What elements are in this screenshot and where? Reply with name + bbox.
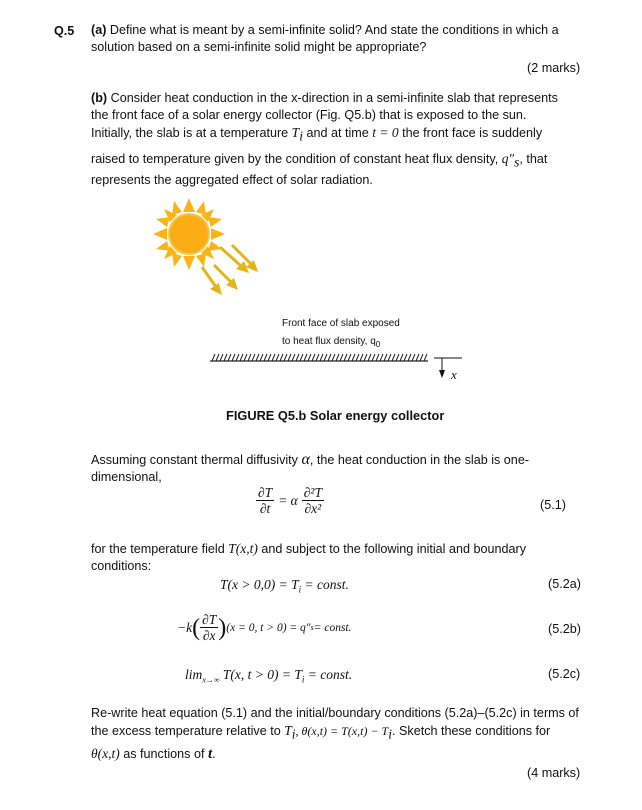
hatch-mark	[372, 354, 375, 361]
equation-5-2c-label: (5.2c)	[548, 667, 581, 681]
rewrite-line3	[91, 745, 616, 763]
eq51-rhs-den: ∂x²	[304, 501, 322, 516]
sun-icon	[153, 198, 225, 270]
hatch-mark	[256, 354, 259, 361]
hatch-mark	[296, 354, 299, 361]
equation-5-2a-label: (5.2a)	[548, 577, 581, 591]
part-b-line1: Consider heat conduction in the x-direction in a semi-infinite slab that represents	[110, 91, 558, 105]
hatch-mark	[312, 354, 315, 361]
eq52b-sub: s	[310, 623, 314, 632]
alpha-symbol: α	[301, 451, 310, 468]
hatch-mark	[308, 354, 311, 361]
part-b-line3-eq: t = 0	[372, 125, 399, 140]
part-a-line1: Define what is meant by a semi-infinite solid? And state the conditions in which a	[109, 23, 559, 37]
part-b-line4-a: raised to temperature given by the condition of constant heat flux density,	[91, 151, 499, 166]
hatch-mark	[404, 354, 407, 361]
hatch-mark	[348, 354, 351, 361]
eq52b-den: ∂x	[202, 628, 216, 643]
hatch-mark	[416, 354, 419, 361]
eq52c-text: T(x, t > 0) = T	[222, 667, 302, 682]
eq51-rhs-num: ∂²T	[303, 485, 322, 500]
eq51-mid: = α	[278, 492, 298, 508]
hatch-mark	[376, 354, 379, 361]
rewrite-line2-c: . Sketch these conditions for	[392, 724, 551, 738]
equation-5-2c	[185, 667, 352, 685]
figure-annotation-line1: Front face of slab exposed	[282, 318, 400, 329]
hatch-mark	[288, 354, 291, 361]
hatch-mark	[300, 354, 303, 361]
rewrite-line2-b: , θ(x,t) = T(x,t) − T	[295, 724, 389, 738]
hatch-mark	[316, 354, 319, 361]
assumption-text	[91, 451, 611, 486]
rewrite-line3-a: θ(x,t)	[91, 745, 120, 761]
equation-5-2a	[220, 577, 349, 595]
conditions-line1-b: and subject to the following initial and boundary	[261, 542, 526, 556]
hatch-mark	[304, 354, 307, 361]
part-a-text	[91, 22, 611, 56]
hatch-mark	[232, 354, 235, 361]
equation-5-1	[256, 485, 324, 516]
part-b-line4-b: , that	[519, 151, 548, 166]
assumption-line2: dimensional,	[91, 470, 162, 484]
hatch-mark	[248, 354, 251, 361]
eq52c-tail: = const.	[304, 667, 353, 682]
hatch-mark	[252, 354, 255, 361]
eq52c-lim-sub: x→∞	[202, 675, 220, 685]
rewrite-line2-a: the excess temperature relative to	[91, 724, 281, 738]
hatch-mark	[352, 354, 355, 361]
hatch-mark	[244, 354, 247, 361]
rewrite-line2-sub: i	[291, 726, 296, 742]
part-a-label: (a)	[91, 23, 107, 37]
hatch-mark	[324, 354, 327, 361]
hatch-mark	[360, 354, 363, 361]
hatch-mark	[276, 354, 279, 361]
temperature-field-var: T(x,t)	[228, 541, 258, 556]
conditions-intro	[91, 540, 611, 575]
hatch-mark	[240, 354, 243, 361]
eq52c-sub: i	[301, 674, 305, 685]
rewrite-line2-sub2: i	[388, 726, 392, 742]
hatch-mark	[356, 354, 359, 361]
hatch-mark	[328, 354, 331, 361]
eq52b-tail: = const.	[313, 621, 352, 634]
assumption-line1-a: Assuming constant thermal diffusivity	[91, 453, 298, 467]
question-number: Q.5	[54, 24, 75, 38]
hatch-mark	[236, 354, 239, 361]
rewrite-line3-var: t	[207, 745, 213, 762]
part-b-line3	[91, 124, 611, 145]
figure-caption: FIGURE Q5.b Solar energy collector	[226, 408, 445, 423]
rewrite-line2	[91, 722, 616, 743]
hatch-mark	[272, 354, 275, 361]
x-axis-label: x	[451, 367, 457, 382]
eq52b-arg: (x = 0, t > 0) = q″	[226, 621, 311, 634]
part-b-line4-sub: s	[514, 154, 520, 170]
eq52a-text: T(x > 0,0) = T	[220, 577, 299, 592]
equation-5-2b: −k ( $\frac{\partial T}{\partial x}$ ) (x = 0, t > 0) = q″ s = const.	[177, 612, 352, 643]
x-axis-arrow	[434, 358, 462, 378]
rewrite-line3-end: .	[212, 746, 216, 761]
hatch-mark	[220, 354, 223, 361]
hatch-mark	[212, 354, 215, 361]
eq51-lhs-num: ∂T	[258, 485, 273, 500]
hatch-mark	[224, 354, 227, 361]
hatch-mark	[260, 354, 263, 361]
part-b-line5: represents the aggregated effect of solar radiation.	[91, 173, 373, 188]
eq52c-lim: lim	[185, 667, 203, 682]
hatch-mark	[396, 354, 399, 361]
part-b-text	[91, 90, 611, 189]
assumption-line1-b: , the heat conduction in the slab is one-	[309, 453, 530, 467]
rewrite-line1: Re-write heat equation (5.1) and the initial/boundary conditions (5.2a)–(5.2c) in terms of	[91, 706, 579, 720]
hatch-mark	[408, 354, 411, 361]
part-b-line4	[91, 150, 611, 171]
part-b-line3-sub: i	[299, 128, 303, 144]
hatch-mark	[384, 354, 387, 361]
equation-5-2b-label: (5.2b)	[548, 622, 581, 636]
hatch-mark	[344, 354, 347, 361]
equation-5-1-label: (5.1)	[540, 498, 566, 512]
hatch-mark	[392, 354, 395, 361]
eq52a-sub: i	[298, 584, 302, 595]
conditions-line2: conditions:	[91, 559, 152, 573]
part-b-line3-b: and at time	[306, 126, 369, 140]
part-b-line3-var: T	[291, 125, 300, 140]
hatch-mark	[280, 354, 283, 361]
part-b-line3-c: the front face is suddenly	[402, 126, 543, 140]
hatch-mark	[332, 354, 335, 361]
hatch-mark	[424, 354, 427, 361]
hatch-mark	[340, 354, 343, 361]
hatch-mark	[292, 354, 295, 361]
hatch-mark	[380, 354, 383, 361]
hatch-mark	[336, 354, 339, 361]
eq52a-tail: = const.	[301, 577, 349, 592]
eq51-lhs-den: ∂t	[259, 501, 271, 516]
hatch-mark	[264, 354, 267, 361]
hatch-mark	[400, 354, 403, 361]
hatch-mark	[284, 354, 287, 361]
part-b-line3-a: Initially, the slab is at a temperature	[91, 126, 289, 140]
part-b-line4-var: q″	[501, 150, 515, 166]
figure-annotation-line2: to heat flux density, $q_0$	[282, 336, 381, 349]
eq52b-prefix: −k	[177, 619, 193, 635]
hatch-mark	[364, 354, 367, 361]
hatch-mark	[320, 354, 323, 361]
rewrite-marks: (4 marks)	[527, 766, 581, 780]
hatch-mark	[420, 354, 423, 361]
rewrite-line3-b: as functions of	[123, 746, 205, 761]
hatch-mark	[388, 354, 391, 361]
rewrite-line2-var: T	[284, 723, 292, 738]
solar-collector-figure	[150, 195, 490, 395]
hatch-mark	[412, 354, 415, 361]
hatch-mark	[216, 354, 219, 361]
part-a-line2: solution based on a semi-infinite solid might be appropriate?	[91, 40, 427, 54]
conditions-line1-a: for the temperature field	[91, 542, 225, 556]
rewrite-text	[91, 705, 616, 763]
slab-surface	[210, 354, 428, 361]
part-a-marks: (2 marks)	[527, 61, 581, 75]
hatch-mark	[268, 354, 271, 361]
hatch-mark	[368, 354, 371, 361]
eq52b-num: ∂T	[202, 612, 217, 627]
hatch-mark	[228, 354, 231, 361]
part-b-label: (b)	[91, 91, 108, 105]
part-b-line2: the front face of a solar energy collector (Fig. Q5.b) that is exposed to the sun.	[91, 108, 527, 122]
